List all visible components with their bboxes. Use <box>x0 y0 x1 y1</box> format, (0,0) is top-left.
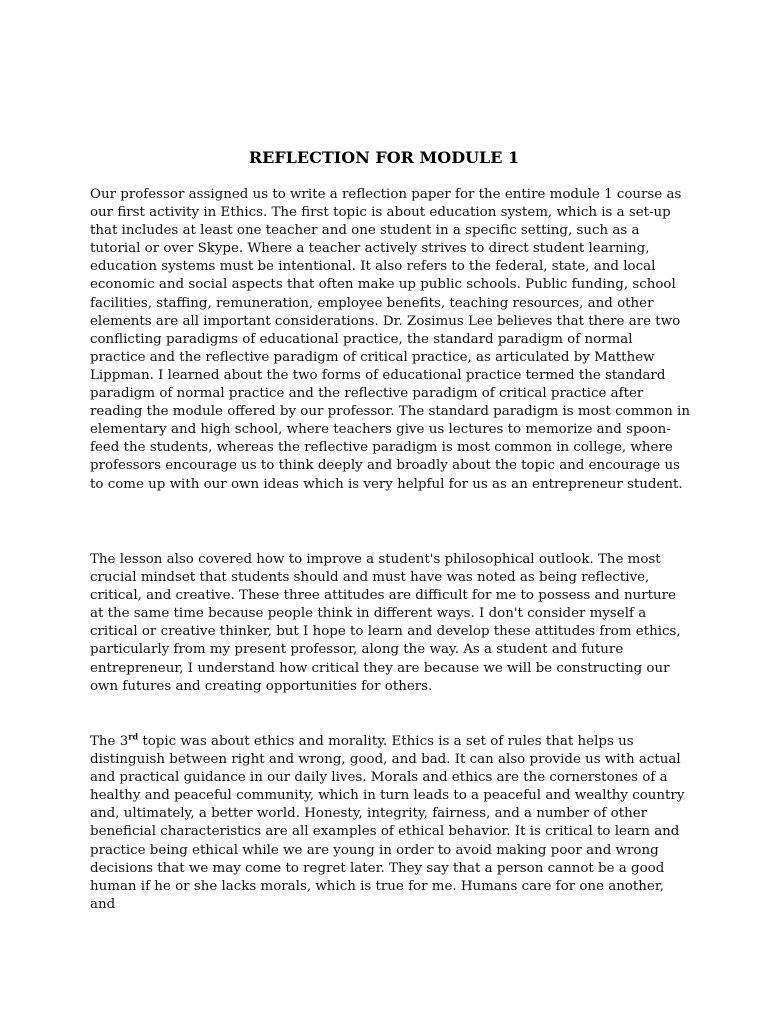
paragraph-education-system: Our professor assigned us to write a reflection paper for the entire module 1 course as our first activity in Ethics. The first topic is about education system, which is a set-up that includes at least one teacher and one student in a specific setting, such as a tutorial or over Skype. Where a teacher actively strives to direct student learning, education systems must be intentional. It also refers to the federal, state, and local economic and social aspects that often make up public schools. Public funding, school facilities, staffing, remuneration, employee benefits, teaching resources, and other elements are all important considerations. Dr. Zosimus Lee believes that there are two conflicting paradigms of educational practice, the standard paradigm of normal practice and the reflective paradigm of critical practice, as articulated by Matthew Lippman. I learned about the two forms of educational practice termed the standard paradigm of normal practice and the reflective paradigm of critical practice after reading the module offered by our professor. The standard paradigm is most common in elementary and high school, where teachers give us lectures to memorize and spoon-feed the students, whereas the reflective paradigm is most common in college, where professors encourage us to think deeply and broadly about the topic and encourage us to come up with our own ideas which is very helpful for us as an entrepreneur student. <box>90 187 690 492</box>
ordinal-superscript: rd <box>128 731 139 742</box>
paragraph-philosophical-outlook: The lesson also covered how to improve a student's philosophical outlook. The most crucial mindset that students should and must have was noted as being reflective, critical, and creative. These three attitudes are difficult for me to possess and nurture at the same time because people think in different ways. I don't consider myself a critical or creative thinker, but I hope to learn and develop these attitudes from ethics, particularly from my present professor, along the way. As a student and future entrepreneur, I understand how critical they are because we will be constructing our own futures and creating opportunities for others. <box>90 552 681 694</box>
paragraph-3-lead: The 3 <box>90 734 129 749</box>
paragraph-3-body: topic was about ethics and morality. Ethics is a set of rules that helps us distinguish between right and wrong, good, and bad. It can also provide us with actual and practical guidance in our daily lives. Morals and ethics are the cornerstones of a healthy and peaceful community, which in turn leads to a peaceful and wealthy country and, ultimately, a better world. Honesty, integrity, fairness, and a number of other beneficial characteristics are all examples of ethical behavior. It is critical to learn and practice being ethical while we are young in order to avoid making poor and wrong decisions that we may come to regret later. They say that a person cannot be a good human if he or she lacks morals, which is true for me. Humans care for one another, and <box>90 734 685 912</box>
paragraph-ethics-morality <box>90 733 690 914</box>
document-title: REFLECTION FOR MODULE 1 <box>248 148 520 167</box>
